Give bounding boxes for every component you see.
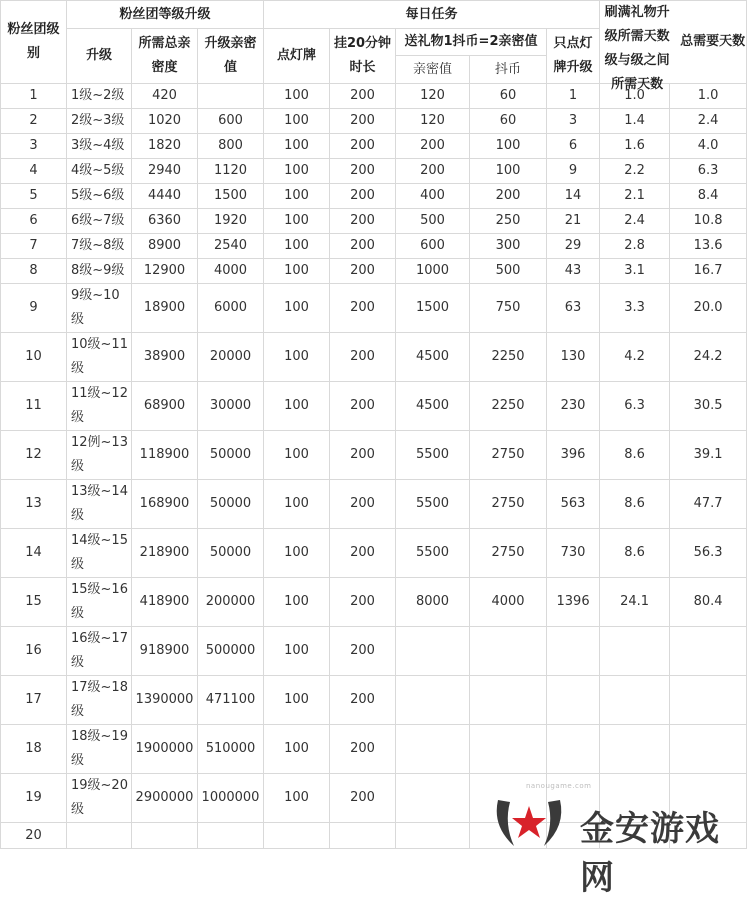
level-cell: 18 [1,725,67,774]
upgrade-cell: 15级~16级 [67,578,132,627]
light-cell: 100 [264,382,330,431]
table-row [1,725,747,774]
light-cell: 100 [264,209,330,234]
gift-intimacy-cell: 120 [396,84,470,109]
table-row [1,578,747,627]
gift-coin-cell: 2250 [470,382,547,431]
header-total-intimacy: 所需总亲密度 [132,29,198,84]
light-cell: 100 [264,184,330,209]
days-between-cell: 1.6 [600,134,670,159]
upgrade-cell: 9级~10级 [67,284,132,333]
upgrade-cell: 3级~4级 [67,134,132,159]
gift-coin-cell [470,676,547,725]
table-row [1,134,747,159]
upgrade-intimacy-cell: 1500 [198,184,264,209]
only-light-cell: 6 [547,134,600,159]
total-intimacy-cell: 38900 [132,333,198,382]
upgrade-intimacy-cell [198,84,264,109]
upgrade-intimacy-cell: 471100 [198,676,264,725]
days-total-cell: 10.8 [670,209,747,234]
gift-coin-cell: 60 [470,84,547,109]
table-row [1,109,747,134]
hang-cell: 200 [330,431,396,480]
light-cell: 100 [264,431,330,480]
light-cell: 100 [264,774,330,823]
gift-coin-cell: 500 [470,259,547,284]
days-total-cell: 56.3 [670,529,747,578]
upgrade-cell: 11级~12级 [67,382,132,431]
level-cell: 11 [1,382,67,431]
upgrade-cell: 2级~3级 [67,109,132,134]
gift-intimacy-cell [396,823,470,849]
total-intimacy-cell: 18900 [132,284,198,333]
upgrade-cell: 4级~5级 [67,159,132,184]
level-cell: 7 [1,234,67,259]
table-row [1,159,747,184]
level-cell: 4 [1,159,67,184]
days-between-cell: 8.6 [600,480,670,529]
upgrade-intimacy-cell: 510000 [198,725,264,774]
upgrade-intimacy-cell: 50000 [198,480,264,529]
total-intimacy-cell: 2940 [132,159,198,184]
gift-coin-cell [470,725,547,774]
only-light-cell: 63 [547,284,600,333]
days-between-cell: 1.0 [600,84,670,109]
upgrade-intimacy-cell: 50000 [198,529,264,578]
light-cell: 100 [264,333,330,382]
level-cell: 20 [1,823,67,849]
total-intimacy-cell: 1020 [132,109,198,134]
upgrade-intimacy-cell: 6000 [198,284,264,333]
gift-intimacy-cell: 400 [396,184,470,209]
level-cell: 9 [1,284,67,333]
upgrade-cell: 7级~8级 [67,234,132,259]
only-light-cell: 29 [547,234,600,259]
light-cell: 100 [264,109,330,134]
days-between-cell: 2.2 [600,159,670,184]
days-between-cell [600,627,670,676]
total-intimacy-cell: 1390000 [132,676,198,725]
gift-coin-cell: 2750 [470,529,547,578]
days-total-cell [670,676,747,725]
level-cell: 16 [1,627,67,676]
level-cell: 17 [1,676,67,725]
days-between-cell [600,725,670,774]
only-light-cell: 21 [547,209,600,234]
level-cell: 13 [1,480,67,529]
gift-coin-cell: 2250 [470,333,547,382]
only-light-cell: 230 [547,382,600,431]
days-between-cell: 2.1 [600,184,670,209]
upgrade-cell: 13级~14级 [67,480,132,529]
only-light-cell: 130 [547,333,600,382]
hang-cell: 200 [330,774,396,823]
table-row [1,284,747,333]
total-intimacy-cell: 418900 [132,578,198,627]
days-between-cell: 2.4 [600,209,670,234]
level-cell: 12 [1,431,67,480]
table-row [1,184,747,209]
days-total-cell: 20.0 [670,284,747,333]
days-between-cell: 24.1 [600,578,670,627]
gift-intimacy-cell: 500 [396,209,470,234]
hang-cell: 200 [330,234,396,259]
level-cell: 19 [1,774,67,823]
level-cell: 5 [1,184,67,209]
gift-coin-cell: 300 [470,234,547,259]
upgrade-cell: 18级~19级 [67,725,132,774]
upgrade-intimacy-cell: 2540 [198,234,264,259]
total-intimacy-cell: 68900 [132,382,198,431]
hang-cell: 200 [330,382,396,431]
light-cell: 100 [264,725,330,774]
table-row [1,333,747,382]
days-total-cell: 8.4 [670,184,747,209]
only-light-cell [547,676,600,725]
hang-cell: 200 [330,578,396,627]
days-total-cell: 80.4 [670,578,747,627]
light-cell: 100 [264,159,330,184]
only-light-cell: 1396 [547,578,600,627]
watermark-text: 金安游戏网 [580,809,720,898]
upgrade-cell: 6级~7级 [67,209,132,234]
header-light: 点灯牌 [264,29,330,84]
only-light-cell: 14 [547,184,600,209]
upgrade-intimacy-cell: 600 [198,109,264,134]
header-gift: 送礼物1抖币=2亲密值 [396,29,547,56]
days-total-cell: 1.0 [670,84,747,109]
level-cell: 1 [1,84,67,109]
gift-intimacy-cell: 5500 [396,480,470,529]
upgrade-cell: 12例~13级 [67,431,132,480]
table-row [1,382,747,431]
gift-coin-cell: 2750 [470,431,547,480]
total-intimacy-cell: 168900 [132,480,198,529]
days-between-cell: 6.3 [600,382,670,431]
total-intimacy-cell: 12900 [132,259,198,284]
days-total-cell: 30.5 [670,382,747,431]
total-intimacy-cell: 4440 [132,184,198,209]
light-cell: 100 [264,627,330,676]
level-cell: 6 [1,209,67,234]
days-between-cell: 8.6 [600,529,670,578]
days-total-cell: 16.7 [670,259,747,284]
gift-coin-cell: 60 [470,109,547,134]
hang-cell: 200 [330,480,396,529]
only-light-cell: 9 [547,159,600,184]
days-total-cell: 24.2 [670,333,747,382]
table-row [1,209,747,234]
hang-cell: 200 [330,159,396,184]
upgrade-intimacy-cell: 200000 [198,578,264,627]
light-cell: 100 [264,480,330,529]
gift-intimacy-cell [396,774,470,823]
total-intimacy-cell: 1820 [132,134,198,159]
only-light-cell: 3 [547,109,600,134]
light-cell: 100 [264,676,330,725]
days-between-cell: 4.2 [600,333,670,382]
hang-cell: 200 [330,529,396,578]
light-cell: 100 [264,284,330,333]
header-daily-tasks: 每日任务 [264,1,600,29]
light-cell: 100 [264,259,330,284]
header-hang: 挂20分钟时长 [330,29,396,84]
header-only-light: 只点灯牌升级 [547,29,600,84]
upgrade-intimacy-cell: 30000 [198,382,264,431]
table-row [1,529,747,578]
upgrade-cell: 17级~18级 [67,676,132,725]
total-intimacy-cell: 2900000 [132,774,198,823]
hang-cell: 200 [330,725,396,774]
table-row [1,627,747,676]
level-cell: 2 [1,109,67,134]
upgrade-intimacy-cell: 4000 [198,259,264,284]
upgrade-intimacy-cell: 50000 [198,431,264,480]
gift-coin-cell: 200 [470,184,547,209]
gift-coin-cell: 2750 [470,480,547,529]
upgrade-intimacy-cell: 500000 [198,627,264,676]
level-cell: 8 [1,259,67,284]
gift-coin-cell: 100 [470,159,547,184]
gift-coin-cell: 100 [470,134,547,159]
days-total-cell: 4.0 [670,134,747,159]
days-total-cell: 2.4 [670,109,747,134]
only-light-cell [547,627,600,676]
upgrade-intimacy-cell: 1120 [198,159,264,184]
hang-cell: 200 [330,134,396,159]
days-total-cell [670,725,747,774]
total-intimacy-cell: 118900 [132,431,198,480]
only-light-cell [547,725,600,774]
gift-coin-cell [470,627,547,676]
days-total-cell [670,627,747,676]
upgrade-cell: 8级~9级 [67,259,132,284]
upgrade-cell [67,823,132,849]
header-days-between: 刷满礼物升级所需天数级与级之间所需天数 [604,5,670,92]
days-between-cell [600,676,670,725]
gift-intimacy-cell [396,676,470,725]
gift-intimacy-cell: 1000 [396,259,470,284]
table-row [1,259,747,284]
light-cell [264,823,330,849]
upgrade-intimacy-cell: 800 [198,134,264,159]
days-between-cell: 1.4 [600,109,670,134]
gift-intimacy-cell [396,627,470,676]
days-between-cell: 8.6 [600,431,670,480]
gift-coin-cell: 250 [470,209,547,234]
gift-intimacy-cell: 200 [396,159,470,184]
upgrade-cell: 14级~15级 [67,529,132,578]
light-cell: 100 [264,578,330,627]
upgrade-intimacy-cell [198,823,264,849]
upgrade-cell: 10级~11级 [67,333,132,382]
hang-cell: 200 [330,627,396,676]
light-cell: 100 [264,84,330,109]
gift-intimacy-cell: 5500 [396,529,470,578]
upgrade-cell: 16级~17级 [67,627,132,676]
upgrade-cell: 19级~20级 [67,774,132,823]
gift-coin-cell: 750 [470,284,547,333]
upgrade-intimacy-cell: 20000 [198,333,264,382]
gift-intimacy-cell: 1500 [396,284,470,333]
header-upgrade-group: 粉丝团等级升级 [67,1,264,29]
level-cell: 10 [1,333,67,382]
days-between-cell: 2.8 [600,234,670,259]
light-cell: 100 [264,529,330,578]
header-upgrade-intimacy: 升级亲密值 [198,29,264,84]
upgrade-cell: 1级~2级 [67,84,132,109]
gift-intimacy-cell: 600 [396,234,470,259]
total-intimacy-cell: 1900000 [132,725,198,774]
upgrade-intimacy-cell: 1000000 [198,774,264,823]
gift-coin-cell: 4000 [470,578,547,627]
hang-cell: 200 [330,284,396,333]
gift-intimacy-cell: 120 [396,109,470,134]
gift-intimacy-cell: 8000 [396,578,470,627]
total-intimacy-cell [132,823,198,849]
hang-cell [330,823,396,849]
days-total-cell: 47.7 [670,480,747,529]
table-row [1,234,747,259]
days-total-cell: 39.1 [670,431,747,480]
hang-cell: 200 [330,84,396,109]
hang-cell: 200 [330,184,396,209]
only-light-cell: 1 [547,84,600,109]
upgrade-intimacy-cell: 1920 [198,209,264,234]
header-days-total: 总需要天数 [680,34,746,49]
level-cell: 15 [1,578,67,627]
hang-cell: 200 [330,333,396,382]
table-row [1,676,747,725]
total-intimacy-cell: 420 [132,84,198,109]
days-between-cell: 3.3 [600,284,670,333]
upgrade-cell: 5级~6级 [67,184,132,209]
total-intimacy-cell: 918900 [132,627,198,676]
hang-cell: 200 [330,676,396,725]
only-light-cell: 730 [547,529,600,578]
gift-intimacy-cell: 4500 [396,382,470,431]
total-intimacy-cell: 8900 [132,234,198,259]
gift-intimacy-cell: 4500 [396,333,470,382]
hang-cell: 200 [330,209,396,234]
hang-cell: 200 [330,109,396,134]
light-cell: 100 [264,134,330,159]
header-upgrade: 升级 [67,29,132,84]
level-cell: 14 [1,529,67,578]
header-days [600,1,747,92]
days-total-cell: 13.6 [670,234,747,259]
only-light-cell: 396 [547,431,600,480]
table-row [1,480,747,529]
gift-intimacy-cell [396,725,470,774]
header-gift-intimacy: 亲密值 [396,56,470,84]
days-total-cell: 6.3 [670,159,747,184]
header-level: 粉丝团级别 [1,1,67,84]
total-intimacy-cell: 218900 [132,529,198,578]
days-between-cell: 3.1 [600,259,670,284]
gift-intimacy-cell: 5500 [396,431,470,480]
total-intimacy-cell: 6360 [132,209,198,234]
only-light-cell: 563 [547,480,600,529]
light-cell: 100 [264,234,330,259]
gift-intimacy-cell: 200 [396,134,470,159]
header-gift-coin: 抖币 [470,56,547,84]
hang-cell: 200 [330,259,396,284]
watermark-url: nanougame.com [526,782,592,790]
only-light-cell: 43 [547,259,600,284]
table-row [1,431,747,480]
level-cell: 3 [1,134,67,159]
